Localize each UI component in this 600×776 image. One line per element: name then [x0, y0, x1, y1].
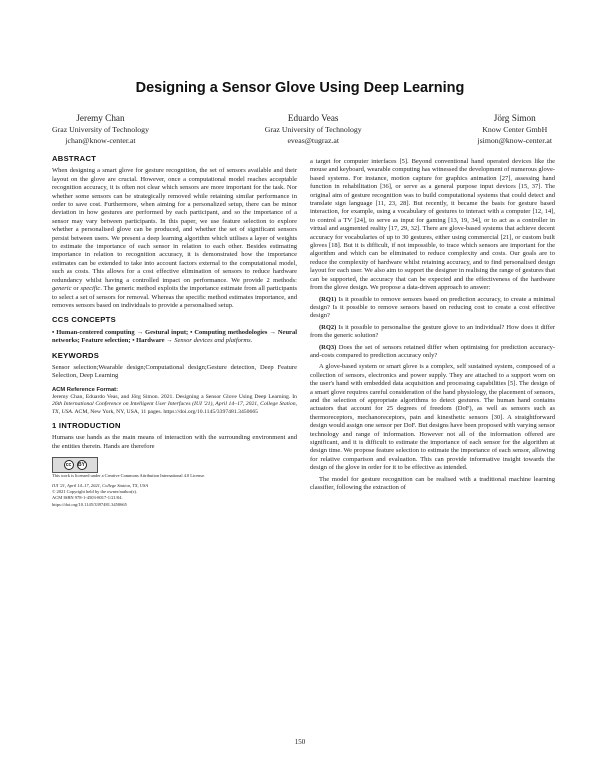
copyright-line: © 2021 Copyright held by the owner/author(s).	[52, 489, 138, 495]
author-name: Jeremy Chan	[76, 113, 125, 123]
abstract-text: When designing a smart glove for gesture recognition, the set of sensors available and their layout on the glove are crucial. However, once a computational model reaches acceptable recognition accuracy, it is often not clear which sensors are more important for the task. Nor whether some sensors can be strategically removed while retaining similar performance in order to save cost. Furthermore, when aiming for a personalized setup, there can be minor deviation in how gestures are performed by each participant, and so the importance of a sensor may vary between participants. In this paper, we use feature selection to explore whether a personalised glove can be produced, and whether the set of significant sensors persist between users. We present a deep learning algorithm which utilises a layer of weights to estimate the importance of each sensor in relation to each other. Besides estimating importance in relation to recognition accuracy, it is demonstrated how the importance estimates can be extended to take into account factors external to the computational model, such as costs. This allows for a cost effective elimination of sensors to reduce hardware redundancy whilst having a controlled impact on performance. We provide 2 methods: generic or specific. The generic method exploits the importance estimate from all participants to select a set of sensors for removal. Whereas the specific method estimates importance, and removes sensors based on individuals to provide a personalised setup.	[52, 167, 298, 309]
reference-format-text: Jeremy Chan, Eduardo Veas, and Jörg Simon. 2021. Designing a Sensor Glove Using Deep Learning. In 26th International Conference on Intelligent User Interfaces (IUI '21), April 14–17, 2021, College Station, TX, USA. ACM, New York, NY, USA, 11 pages. https://doi.org/10.1145/3397481.3450665	[52, 394, 297, 415]
author-name: Eduardo Veas	[287, 113, 339, 123]
ccs-heading: CCS CONCEPTS	[52, 315, 116, 325]
venue-line: IUI '21, April 14–17, 2021, College Station, TX, USA	[52, 483, 149, 489]
author-name: Jörg Simon	[493, 113, 536, 123]
right-column	[310, 158, 555, 495]
page-number: 150	[294, 738, 306, 746]
reference-format-heading: ACM Reference Format:	[52, 386, 119, 393]
research-question-1: (RQ1) Is it possible to remove sensors based on prediction accuracy, to create a minimal design? Is it possible to remove sensors based on reducing cost to create a cost effective design?	[310, 295, 555, 320]
author-affiliation: Graz University of Technology	[52, 125, 149, 134]
cc-icon: cc	[64, 460, 74, 470]
ccs-concepts: • Human-centered computing → Gestural input; • Computing methodologies → Neural networks; Feature selection; • Hardware → Sensor devices and platforms.	[52, 328, 297, 345]
keywords-text: Sensor selection;Wearable design;Computational design;Gesture detection, Deep Feature Selection, Deep Learning	[52, 363, 297, 380]
abstract-heading: ABSTRACT	[52, 154, 97, 163]
introduction-paragraph: Humans use hands as the main means of interaction with the surrounding environment and the entities therein. Hands are therefore	[52, 434, 297, 450]
license-block	[52, 457, 297, 473]
author-block	[52, 112, 552, 146]
research-question-2: (RQ2) Is it possible to personalise the gesture glove to an individual? How does it differ from the generic solution?	[310, 323, 555, 340]
keywords-heading: KEYWORDS	[52, 350, 100, 360]
author-2	[265, 112, 362, 146]
author-email[interactable]: jsimon@know-center.at	[477, 136, 552, 145]
doi-link[interactable]: https://doi.org/10.1145/3397481.3450665	[52, 501, 127, 507]
license-text: This work is licensed under a Creative Commons Attribution International 4.0 License.	[52, 473, 206, 479]
introduction-heading: 1 INTRODUCTION	[52, 421, 121, 431]
left-column	[52, 155, 297, 508]
author-3	[477, 112, 552, 146]
intro-paragraph-2: A glove-based system or smart glove is a complex, self sustained system, composed of a collection of sensors, electronics and power supply. They are attached to a support worn on the user's hand with embedded data acquisition and processing capabilities [5]. The design of a smart glove requires careful consideration of the hand physiology, the placement of sensors, and the selection of appropriate algorithms to detect gestures. The human hand contains actuators that account for 25 degrees of freedom (DoF), as well as sensors such as thermoreceptors, mechanoreceptors, pain and kinesthetic sensors [30]. A straightforward design would assign one sensor per DoF. But designs have been proposed with varying sensor technology and range of information. However not all of the information offered are significant, and it is difficult to estimate the importance of each sensor for the algorithm at design time. We propose feature selection to estimate the importance of each sensor, allowing for relative comparison and evaluation. This can provide informative insight towards the design of the glove in order for it to be effective as intended.	[310, 363, 555, 472]
by-icon: BY	[77, 460, 87, 470]
author-affiliation: Know Center GmbH	[482, 125, 548, 134]
author-affiliation: Graz University of Technology	[264, 125, 362, 134]
creative-commons-badge[interactable]	[52, 457, 98, 473]
intro-paragraph-continued: a target for computer interfaces [5]. Beyond conventional hand operated devices like the mouse and keyboard, wearable computing has witnessed the development of numerous glove-based systems. For instance, motion capture for graphics animation [27], assessing hand function in rehabilitation [36], or serve as a general purpose input devices [15, 37]. The original aim of gesture recognition was to build computational systems that could detect and translate sign language [11, 23, 28]. But recently, it became the basis for gesture based interaction, for example, using a vocabulary of gestures to interact with a computer [12, 14], to control a TV [24], to serve as input for gaming [13, 19, 34], or to act as a controller in virtual and augmented reality [17, 29, 32]. There are glove-based systems that achieve decent accuracy for vocabularies of up to 30 gestures, either using commercial [21], or custom built gloves [18]. But it is difficult, if not impossible, to trace which sensors are important for the algorithm and which can be eliminated to reduce complexity and costs. Our goals are to reduce the complexity of hardware whilst retaining accuracy, and to find personalised design layout for each user. We also aim to support the designer in realising the range of gestures that can be supported, the accuracy that can be expected and the effectiveness of the hardware from the glove design. We propose a data-driven approach to answer:	[310, 158, 555, 292]
author-1	[52, 112, 149, 146]
intro-paragraph-3: The model for gesture recognition can be realised with a traditional machine learning classifier, following the extraction of	[310, 475, 555, 492]
author-email[interactable]: eveas@tugraz.at	[287, 136, 339, 145]
isbn-line: ACM ISBN 978-1-4503-8017-1/21/04.	[52, 495, 123, 501]
research-question-3: (RQ3) Does the set of sensors retained differ when optimising for prediction accuracy-and-costs compared to prediction accuracy only?	[310, 343, 555, 359]
author-email[interactable]: jchan@know-center.at	[65, 136, 136, 145]
copyright-block	[52, 483, 297, 507]
paper-title: Designing a Sensor Glove Using Deep Learning	[135, 80, 465, 96]
